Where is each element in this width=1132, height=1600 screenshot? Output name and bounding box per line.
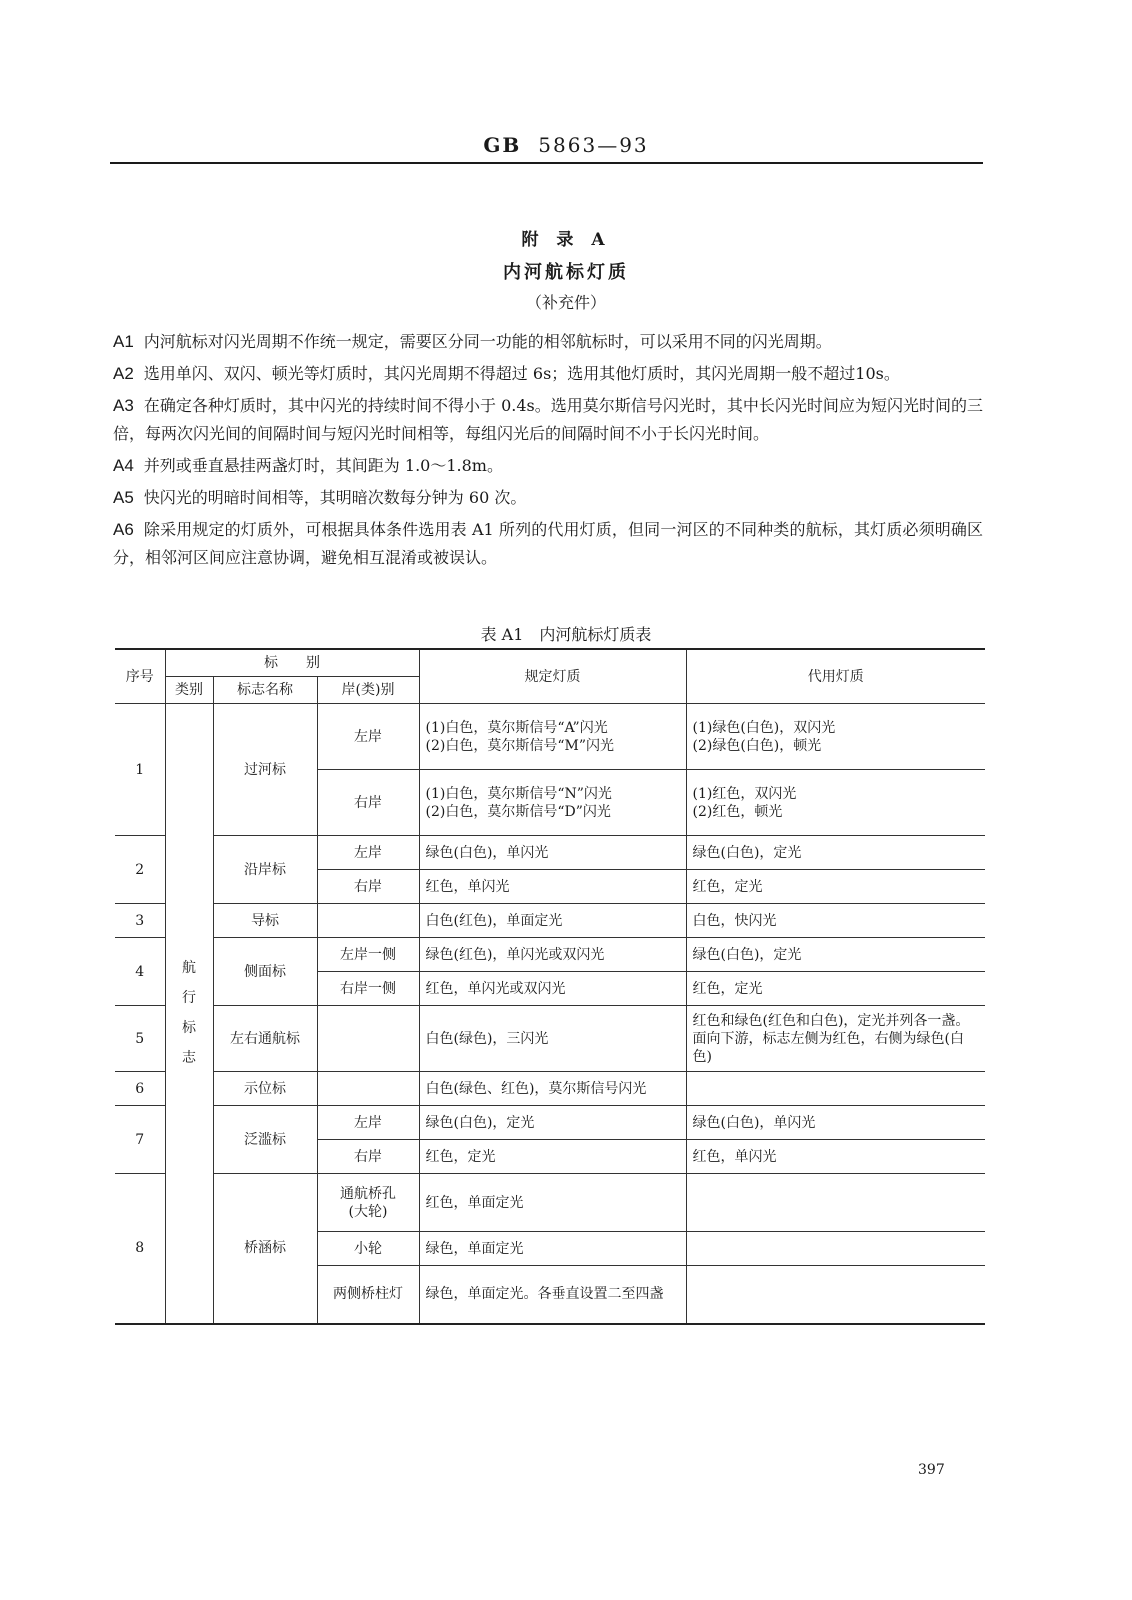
cell-substitute — [686, 1174, 985, 1232]
cell-bank — [317, 1072, 419, 1106]
cell-bank: 右岸 — [317, 770, 419, 836]
cell-substitute: 红色，定光 — [686, 870, 985, 904]
clause-text: 并列或垂直悬挂两盏灯时，其间距为 1.0～1.8m。 — [143, 456, 503, 475]
cell-specified: (1)白色，莫尔斯信号“A”闪光 (2)白色，莫尔斯信号“M”闪光 — [419, 704, 686, 770]
standard-prefix: GB — [483, 133, 522, 157]
clause-id: A1 — [113, 332, 134, 351]
cell-seq: 8 — [115, 1174, 165, 1324]
cell-bank: 通航桥孔 (大轮) — [317, 1174, 419, 1232]
table-row — [115, 1174, 985, 1232]
header-category: 类别 — [165, 677, 213, 704]
header-bank: 岸(类)别 — [317, 677, 419, 704]
clause-a1 — [113, 328, 983, 356]
cell-specified: 绿色(红色)，单闪光或双闪光 — [419, 938, 686, 972]
cell-bank: 左岸 — [317, 836, 419, 870]
cell-bank: 两侧桥柱灯 — [317, 1266, 419, 1324]
clause-text: 在确定各种灯质时，其中闪光的持续时间不得小于 0.4s。选用莫尔斯信号闪光时，其中长闪光时间应为短闪光时间的三倍，每两次闪光间的间隔时间与短闪光时间相等，每组闪光后的间隔时间不小于长闪光时间。 — [113, 396, 983, 443]
cell-mark-name: 导标 — [213, 904, 317, 938]
cell-specified: (1)白色，莫尔斯信号“N”闪光 (2)白色，莫尔斯信号“D”闪光 — [419, 770, 686, 836]
cell-substitute: (1)绿色(白色)，双闪光 (2)绿色(白色)，顿光 — [686, 704, 985, 770]
cell-bank: 右岸一侧 — [317, 972, 419, 1006]
cell-substitute: 白色，快闪光 — [686, 904, 985, 938]
clause-id: A3 — [113, 396, 134, 415]
table-caption: 表 A1 内河航标灯质表 — [480, 625, 652, 644]
cell-seq: 2 — [115, 836, 165, 904]
cell-specified: 白色(绿色、红色)，莫尔斯信号闪光 — [419, 1072, 686, 1106]
cell-specified: 绿色，单面定光 — [419, 1232, 686, 1266]
cell-specified: 红色，定光 — [419, 1140, 686, 1174]
light-quality-table-wrapper — [115, 648, 985, 1325]
header-substitute: 代用灯质 — [686, 649, 985, 704]
cell-seq: 6 — [115, 1072, 165, 1106]
category-char: 志 — [182, 1050, 196, 1067]
table-row — [115, 704, 985, 770]
cell-bank: 左岸 — [317, 1106, 419, 1140]
table-header-row — [115, 649, 985, 677]
standard-number: 5863—93 — [538, 133, 649, 157]
cell-substitute: (1)红色，双闪光 (2)红色，顿光 — [686, 770, 985, 836]
category-char: 标 — [182, 1020, 196, 1037]
clause-a2 — [113, 360, 983, 388]
clause-id: A6 — [113, 520, 134, 539]
cell-specified: 绿色(白色)，单闪光 — [419, 836, 686, 870]
cell-bank: 右岸 — [317, 1140, 419, 1174]
cell-substitute: 绿色(白色)，单闪光 — [686, 1106, 985, 1140]
cell-specified: 红色，单闪光或双闪光 — [419, 972, 686, 1006]
table-row — [115, 1106, 985, 1140]
cell-substitute — [686, 1072, 985, 1106]
cell-seq: 7 — [115, 1106, 165, 1174]
cell-mark-name: 侧面标 — [213, 938, 317, 1006]
clause-a4 — [113, 452, 983, 480]
standard-header — [0, 133, 1132, 157]
cell-mark-name: 沿岸标 — [213, 836, 317, 904]
header-specified: 规定灯质 — [419, 649, 686, 704]
header-group: 标 别 — [165, 649, 419, 677]
cell-specified: 红色，单面定光 — [419, 1174, 686, 1232]
cell-seq: 5 — [115, 1006, 165, 1072]
clause-text: 除采用规定的灯质外，可根据具体条件选用表 A1 所列的代用灯质，但同一河区的不同种类的航标，其灯质必须明确区分，相邻河区间应注意协调，避免相互混淆或被误认。 — [113, 520, 983, 567]
clause-id: A4 — [113, 456, 134, 475]
table-body — [115, 704, 985, 1324]
cell-mark-name: 过河标 — [213, 704, 317, 836]
cell-specified: 绿色(白色)，定光 — [419, 1106, 686, 1140]
cell-specified: 绿色，单面定光。各垂直设置二至四盏 — [419, 1266, 686, 1324]
category-char: 航 — [182, 960, 196, 977]
cell-bank: 左岸一侧 — [317, 938, 419, 972]
clause-text: 选用单闪、双闪、顿光等灯质时，其闪光周期不得超过 6s；选用其他灯质时，其闪光周期一般不超过10s。 — [143, 364, 900, 383]
cell-substitute — [686, 1232, 985, 1266]
category-char: 行 — [182, 990, 196, 1007]
cell-bank: 小轮 — [317, 1232, 419, 1266]
cell-seq: 4 — [115, 938, 165, 1006]
table-row — [115, 938, 985, 972]
cell-substitute: 绿色(白色)，定光 — [686, 938, 985, 972]
clause-id: A2 — [113, 364, 134, 383]
cell-bank — [317, 904, 419, 938]
clause-a3 — [113, 392, 983, 448]
table-row — [115, 904, 985, 938]
clause-text: 快闪光的明暗时间相等，其明暗次数每分钟为 60 次。 — [143, 488, 527, 507]
table-row — [115, 836, 985, 870]
cell-seq: 3 — [115, 904, 165, 938]
cell-mark-name: 桥涵标 — [213, 1174, 317, 1324]
clause-text: 内河航标对闪光周期不作统一规定，需要区分同一功能的相邻航标时，可以采用不同的闪光周期。 — [143, 332, 832, 351]
clause-a5 — [113, 484, 983, 512]
clauses — [113, 328, 983, 576]
header-seq: 序号 — [115, 649, 165, 704]
cell-specified: 红色，单闪光 — [419, 870, 686, 904]
clause-a6 — [113, 516, 983, 572]
clause-id: A5 — [113, 488, 134, 507]
cell-substitute: 红色，定光 — [686, 972, 985, 1006]
cell-mark-name: 示位标 — [213, 1072, 317, 1106]
header-mark-name: 标志名称 — [213, 677, 317, 704]
page-number: 397 — [918, 1462, 945, 1478]
table-row — [115, 1072, 985, 1106]
category-cell — [165, 704, 213, 1324]
cell-bank — [317, 1006, 419, 1072]
appendix-label: 附 录 A — [521, 230, 611, 250]
cell-substitute: 红色，单闪光 — [686, 1140, 985, 1174]
light-quality-table — [115, 648, 985, 1325]
cell-seq: 1 — [115, 704, 165, 836]
appendix-title: 内河航标灯质 — [503, 262, 629, 283]
cell-specified: 白色(红色)，单面定光 — [419, 904, 686, 938]
header-rule — [110, 162, 983, 164]
cell-mark-name: 泛滥标 — [213, 1106, 317, 1174]
cell-substitute — [686, 1266, 985, 1324]
cell-bank: 右岸 — [317, 870, 419, 904]
cell-specified: 白色(绿色)，三闪光 — [419, 1006, 686, 1072]
cell-substitute: 红色和绿色(红色和白色)，定光并列各一盏。面向下游，标志左侧为红色，右侧为绿色(白色) — [686, 1006, 985, 1072]
table-row — [115, 1006, 985, 1072]
cell-bank: 左岸 — [317, 704, 419, 770]
cell-substitute: 绿色(白色)，定光 — [686, 836, 985, 870]
appendix-note: （补充件） — [525, 293, 606, 312]
cell-mark-name: 左右通航标 — [213, 1006, 317, 1072]
